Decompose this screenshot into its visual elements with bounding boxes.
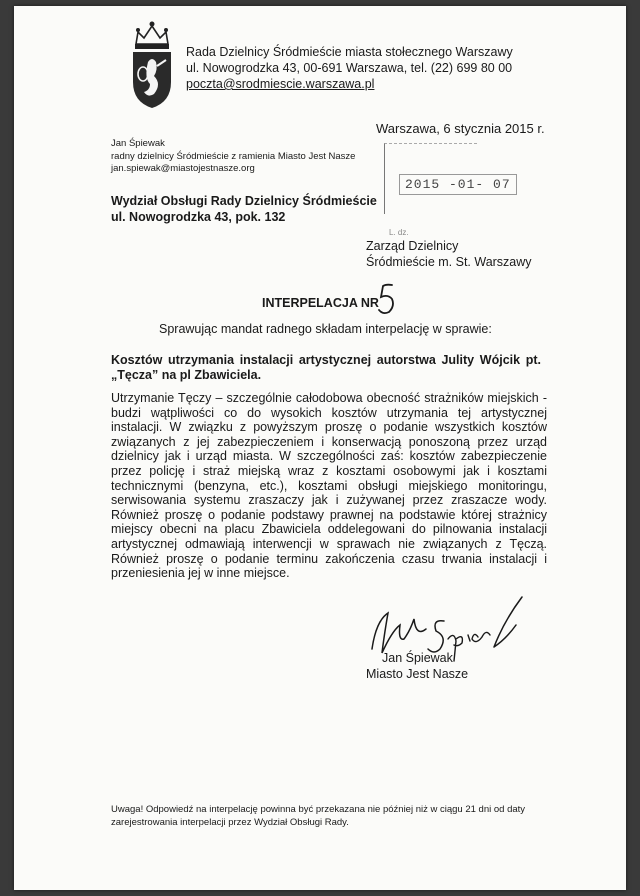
signatory-name: Jan Śpiewak bbox=[382, 651, 453, 665]
warsaw-coat-of-arms-icon bbox=[124, 18, 180, 110]
recipient-line1: Zarząd Dzielnicy bbox=[366, 239, 459, 253]
sender-email: jan.spiewak@miastojestnasze.org bbox=[111, 163, 255, 174]
handwritten-number-5 bbox=[376, 282, 398, 316]
signature-block bbox=[366, 651, 468, 682]
intro-line: Sprawując mandat radnego składam interpelację w sprawie: bbox=[159, 322, 492, 336]
stamp-date: 2015 -01- 07 bbox=[399, 174, 517, 195]
department-name: Wydział Obsługi Rady Dzielnicy Śródmieście bbox=[111, 194, 377, 208]
sender-block bbox=[111, 138, 355, 176]
city-date: Warszawa, 6 stycznia 2015 r. bbox=[376, 121, 545, 136]
recipient-line2: Śródmieście m. St. Warszawy bbox=[366, 255, 532, 269]
stamp-reference: L. dz. bbox=[389, 228, 409, 237]
interpellation-subject: Kosztów utrzymania instalacji artystycznej autorstwa Julity Wójcik pt. „Tęcza” na pl Zbawiciela. bbox=[111, 353, 541, 382]
signatory-organization: Miasto Jest Nasze bbox=[366, 666, 469, 681]
office-email-link[interactable]: poczta@srodmiescie.warszawa.pl bbox=[186, 77, 375, 91]
recipient-block bbox=[366, 238, 532, 270]
sender-name: Jan Śpiewak bbox=[111, 138, 165, 149]
department-address: ul. Nowogrodzka 43, pok. 132 bbox=[111, 210, 286, 224]
office-address: ul. Nowogrodzka 43, 00-691 Warszawa, tel. (22) 699 80 00 bbox=[186, 61, 513, 75]
document-page bbox=[14, 6, 626, 890]
interpellation-title: INTERPELACJA NR bbox=[262, 296, 379, 310]
office-name: Rada Dzielnicy Śródmieście miasta stołecznego Warszawy bbox=[186, 45, 513, 59]
office-header bbox=[186, 44, 513, 92]
sender-role: radny dzielnicy Śródmieście z ramienia Miasto Jest Nasze bbox=[111, 150, 356, 162]
interpellation-body: Utrzymanie Tęczy – szczególnie całodobowa obecność strażników miejskich - budzi wątpliwości co do wysokich kosztów utrzymania tej artystycznej instalacji. W związku z powyższym proszę o podanie wszystkich kosztów związanych z jej zabezpieczeniem i konserwacją ponoszoną przez urząd dzielnicy jak i urząd miasta. W szczególności zaś: kosztów zabezpieczenie przez policję i straż miejską wraz z kosztami osobowymi jak i kosztami technicznymi (benzyna, etc.), kosztami obsługi miejskiego monitoringu, serwisowania systemu zraszaczy jak i zużywanej przez zraszacze wody. Również proszę o podanie podstawy prawnej na podstawie której strażnicy miejscy obecni na placu Zbawiciela oddelegowani do pilnowania instalacji artystycznej odmawiają interwencji w sprawach nie związanych z Tęczą. Również proszę o podanie terminu zakończenia czasu trwania instalacji i przeniesienia jej w inne miejsce. bbox=[111, 391, 547, 581]
deadline-note: Uwaga! Odpowiedź na interpelację powinna być przekazana nie później niż w ciągu 21 dni od daty zarejestrowania interpelacji przez Wydział Obsługi Rady. bbox=[111, 804, 526, 828]
department-block bbox=[111, 193, 377, 225]
